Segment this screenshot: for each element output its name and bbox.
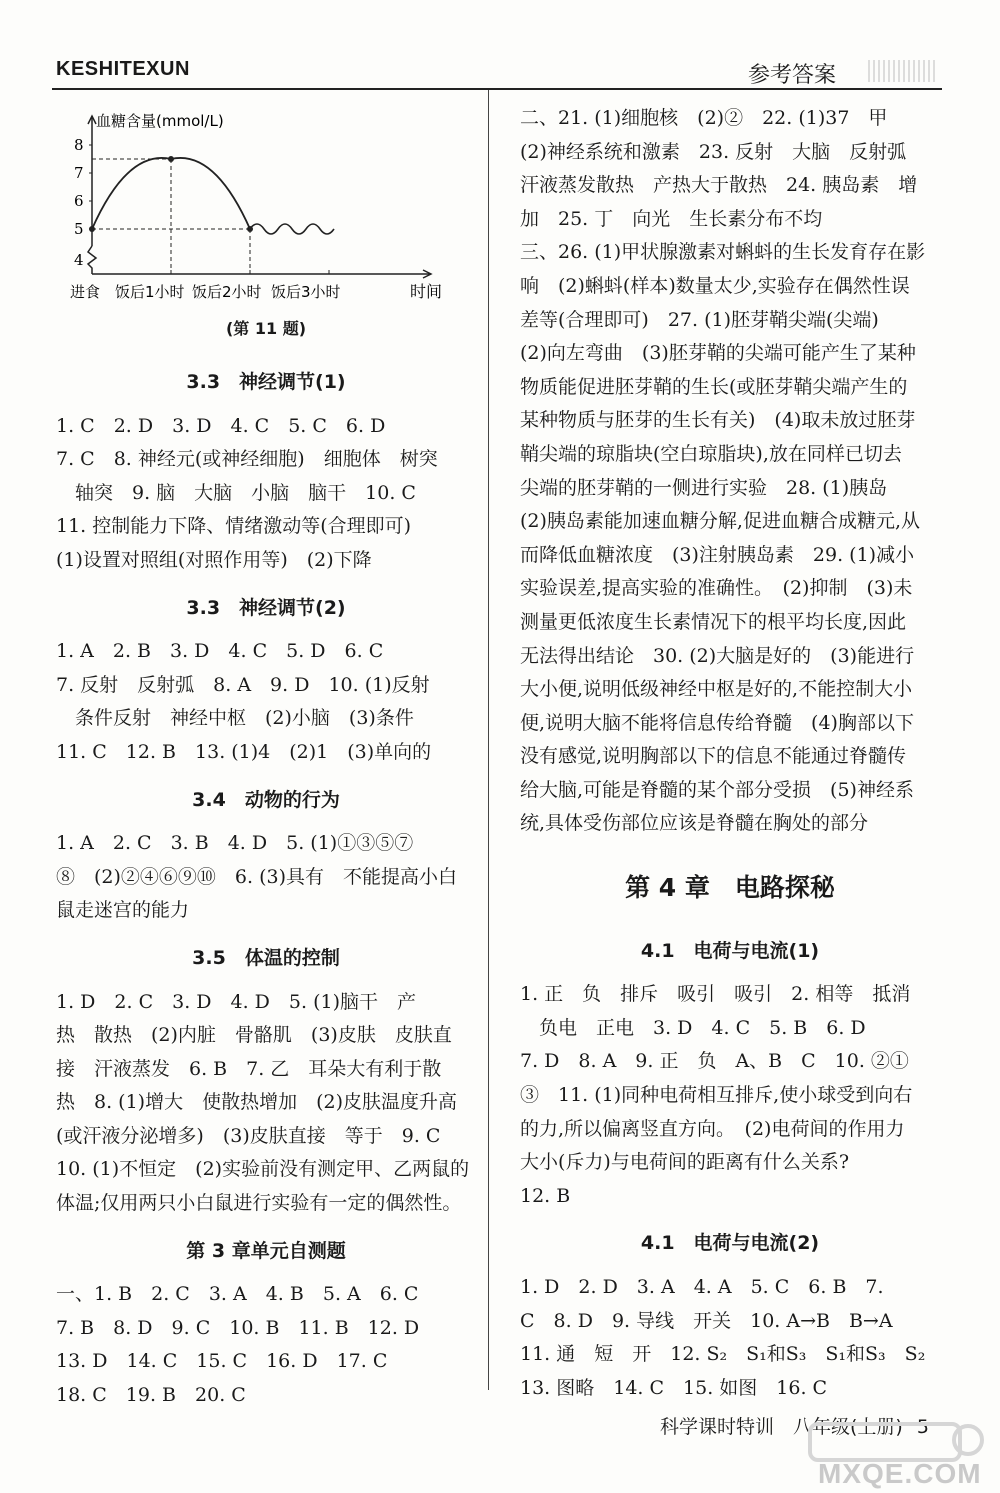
answer-line: 13. 图略 14. C 15. 如图 16. C	[520, 1376, 828, 1399]
answer-line: 鼠走迷宫的能力	[56, 899, 190, 922]
answer-line: 统,具体受伤部位应该是脊髓在胸处的部分	[520, 812, 869, 835]
answer-line: 接 汗液蒸发 6. B 7. 乙 耳朵大有利于散	[56, 1057, 442, 1080]
answer-line: 12. B	[520, 1184, 571, 1207]
answer-line: 实验误差,提高实验的准确性。 (2)抑制 (3)未	[520, 577, 913, 600]
answer-line: 13. D 14. C 15. C 16. D 17. C	[56, 1350, 388, 1373]
section-title: 3.3 神经调节(2)	[186, 596, 346, 619]
book-title: 科学课时特训 八年级(上册)	[660, 1416, 903, 1438]
answer-line: 响 (2)蝌蚪(样本)数量太少,实验存在偶然性误	[520, 274, 910, 297]
answer-line: ③ 11. (1)同种电荷相互排斥,使小球受到向右	[520, 1084, 913, 1107]
y-tick-label: 5	[74, 220, 84, 238]
section-title: 3.4 动物的行为	[192, 788, 340, 811]
answer-line: 7. B 8. D 9. C 10. B 11. B 12. D	[56, 1316, 420, 1339]
x-tick-label: 饭后3小时	[271, 283, 341, 301]
answer-line: 物质能促进胚芽鞘的生长(或胚芽鞘尖端产生的	[520, 375, 908, 398]
x-axis-label: 时间	[410, 282, 443, 301]
answer-line: 而降低血糖浓度 (3)注射胰岛素 29. (1)减小	[520, 543, 915, 566]
answer-line: 大小(斥力)与电荷间的距离有什么关系?	[520, 1151, 850, 1174]
answer-line: 1. C 2. D 3. D 4. C 5. C 6. D	[56, 414, 386, 437]
left-column	[56, 352, 476, 1413]
answer-line: 7. 反射 反射弧 8. A 9. D 10. (1)反射	[56, 673, 430, 696]
section-title: 3.5 体温的控制	[192, 946, 340, 969]
section-title: 第 3 章单元自测题	[186, 1239, 346, 1262]
fluctuation-line	[250, 224, 334, 234]
answer-line: 11. 控制能力下降、情绪激动等(合理即可)	[56, 515, 412, 538]
page-header-title: 参考答案	[748, 63, 837, 88]
brand-label: KESHITEXUN	[56, 58, 190, 80]
answer-line: 一、1. B 2. C 3. A 4. B 5. A 6. C	[56, 1283, 419, 1306]
answer-line: 轴突 9. 脑 大脑 小脑 脑干 10. C	[56, 481, 416, 504]
y-tick-label: 4	[74, 251, 84, 269]
answer-line: 没有感觉,说明胸部以下的信息不能通过脊髓传	[520, 745, 907, 768]
answer-line: (2)神经系统和激素 23. 反射 大脑 反射弧	[520, 140, 907, 163]
answer-line: (1)设置对照组(对照作用等) (2)下降	[56, 548, 372, 571]
answer-line: 18. C 19. B 20. C	[56, 1384, 246, 1407]
y-tick-label: 7	[74, 164, 84, 182]
answer-line: 大小便,说明低级神经中枢是好的,不能控制大小	[520, 678, 913, 701]
answer-line: 1. A 2. B 3. D 4. C 5. D 6. C	[56, 640, 384, 663]
data-point	[89, 226, 95, 232]
watermark-text: MXQE.COM	[818, 1458, 982, 1489]
answer-line: 热 8. (1)增大 使散热增加 (2)皮肤温度升高	[56, 1091, 457, 1114]
y-tick-label: 8	[74, 136, 84, 154]
answer-line: 10. (1)不恒定 (2)实验前没有测定甲、乙两鼠的	[56, 1158, 470, 1181]
answer-line: C 8. D 9. 导线 开关 10. A→B B→A	[520, 1309, 893, 1332]
section-title: 3.3 神经调节(1)	[186, 371, 346, 393]
answer-line: 1. D 2. C 3. D 4. D 5. (1)脑干 产	[56, 990, 416, 1013]
answer-block	[520, 102, 940, 841]
answer-line: 测量更低浓度生长素情况下的根平均长度,因此	[520, 610, 907, 633]
right-column	[520, 102, 940, 1405]
blood-sugar-chart	[56, 96, 476, 346]
answer-line: 11. C 12. B 13. (1)4 (2)1 (3)单向的	[56, 740, 432, 763]
answer-line: 给大脑,可能是脊髓的某个部分受损 (5)神经系	[520, 778, 914, 801]
section-title: 4.1 电荷与电流(2)	[640, 1232, 820, 1255]
answer-line: 某种物质与胚芽的生长有关) (4)取未放过胚芽	[520, 409, 916, 432]
answer-block	[56, 986, 476, 1221]
answer-line: 尖端的胚芽鞘的一侧进行实验 28. (1)胰岛	[520, 476, 888, 499]
x-tick-label: 进食	[70, 283, 101, 301]
answer-line: 鞘尖端的琼脂块(空白琼脂块),放在同样已切去	[520, 442, 902, 465]
answer-line: 三、26. (1)甲状腺激素对蝌蚪的生长发育存在影	[520, 241, 926, 264]
chapter-title: 第 4 章 电路探秘	[625, 873, 835, 903]
answer-block	[520, 978, 940, 1213]
answer-block	[56, 635, 476, 769]
answer-line: (或汗液分泌增多) (3)皮肤直接 等于 9. C	[56, 1124, 441, 1147]
answer-line: (2)胰岛素能加速血糖分解,促进血糖合成糖元,从	[520, 510, 920, 533]
data-point	[168, 156, 174, 162]
y-tick-label: 6	[74, 192, 84, 210]
data-point	[247, 226, 253, 232]
y-axis-label: 血糖含量(mmol/L)	[96, 112, 224, 130]
x-tick-label: 饭后2小时	[192, 283, 262, 301]
answer-line: 的力,所以偏离竖直方向。 (2)电荷间的作用力	[520, 1117, 905, 1140]
answer-block	[520, 1271, 940, 1405]
answer-line: 差等(合理即可) 27. (1)胚芽鞘尖端(尖端)	[520, 308, 879, 331]
page-number: 5	[916, 1416, 929, 1438]
answer-block	[56, 410, 476, 578]
answer-line: 11. 通 短 开 12. S₂ S₁和S₃ S₁和S₃ S₂	[520, 1343, 926, 1366]
answer-block	[56, 827, 476, 928]
answer-block	[56, 1278, 476, 1412]
answer-line: 加 25. 丁 向光 生长素分布不均	[520, 207, 823, 230]
x-tick-label: 饭后1小时	[115, 283, 185, 301]
y-axis-break	[88, 246, 96, 274]
section-title: 4.1 电荷与电流(1)	[640, 939, 820, 962]
answer-line: 汗液蒸发散热 产热大于散热 24. 胰岛素 增	[520, 174, 918, 197]
answer-line: 二、21. (1)细胞核 (2)② 22. (1)37 甲	[520, 107, 888, 129]
answer-line: 1. D 2. D 3. A 4. A 5. C 6. B 7.	[520, 1276, 884, 1298]
answer-line: 1. 正 负 排斥 吸引 吸引 2. 相等 抵消	[520, 983, 911, 1006]
answer-line: 条件反射 神经中枢 (2)小脑 (3)条件	[56, 707, 414, 730]
answer-line: 热 散热 (2)内脏 骨骼肌 (3)皮肤 皮肤直	[56, 1024, 452, 1047]
chart-caption: (第 11 题)	[225, 319, 307, 338]
answer-line: ⑧ (2)②④⑥⑨⑩ 6. (3)具有 不能提高小白	[56, 865, 457, 888]
header-rule	[52, 88, 942, 90]
answer-line: 7. C 8. 神经元(或神经细胞) 细胞体 树突	[56, 448, 438, 471]
answer-line: 便,说明大脑不能将信息传给脊髓 (4)胸部以下	[520, 711, 914, 734]
answer-line: 体温;仅用两只小白鼠进行实验有一定的偶然性。	[56, 1192, 462, 1215]
answer-line: (2)向左弯曲 (3)胚芽鞘的尖端可能产生了某种	[520, 342, 916, 365]
header-decoration	[868, 60, 938, 82]
answer-line: 1. A 2. C 3. B 4. D 5. (1)①③⑤⑦	[56, 832, 414, 855]
answer-line: 无法得出结论 30. (2)大脑是好的 (3)能进行	[520, 644, 915, 667]
answer-line: 负电 正电 3. D 4. C 5. B 6. D	[520, 1016, 866, 1039]
column-divider	[488, 90, 489, 1390]
answer-line: 7. D 8. A 9. 正 负 A、B C 10. ②①	[520, 1050, 909, 1073]
